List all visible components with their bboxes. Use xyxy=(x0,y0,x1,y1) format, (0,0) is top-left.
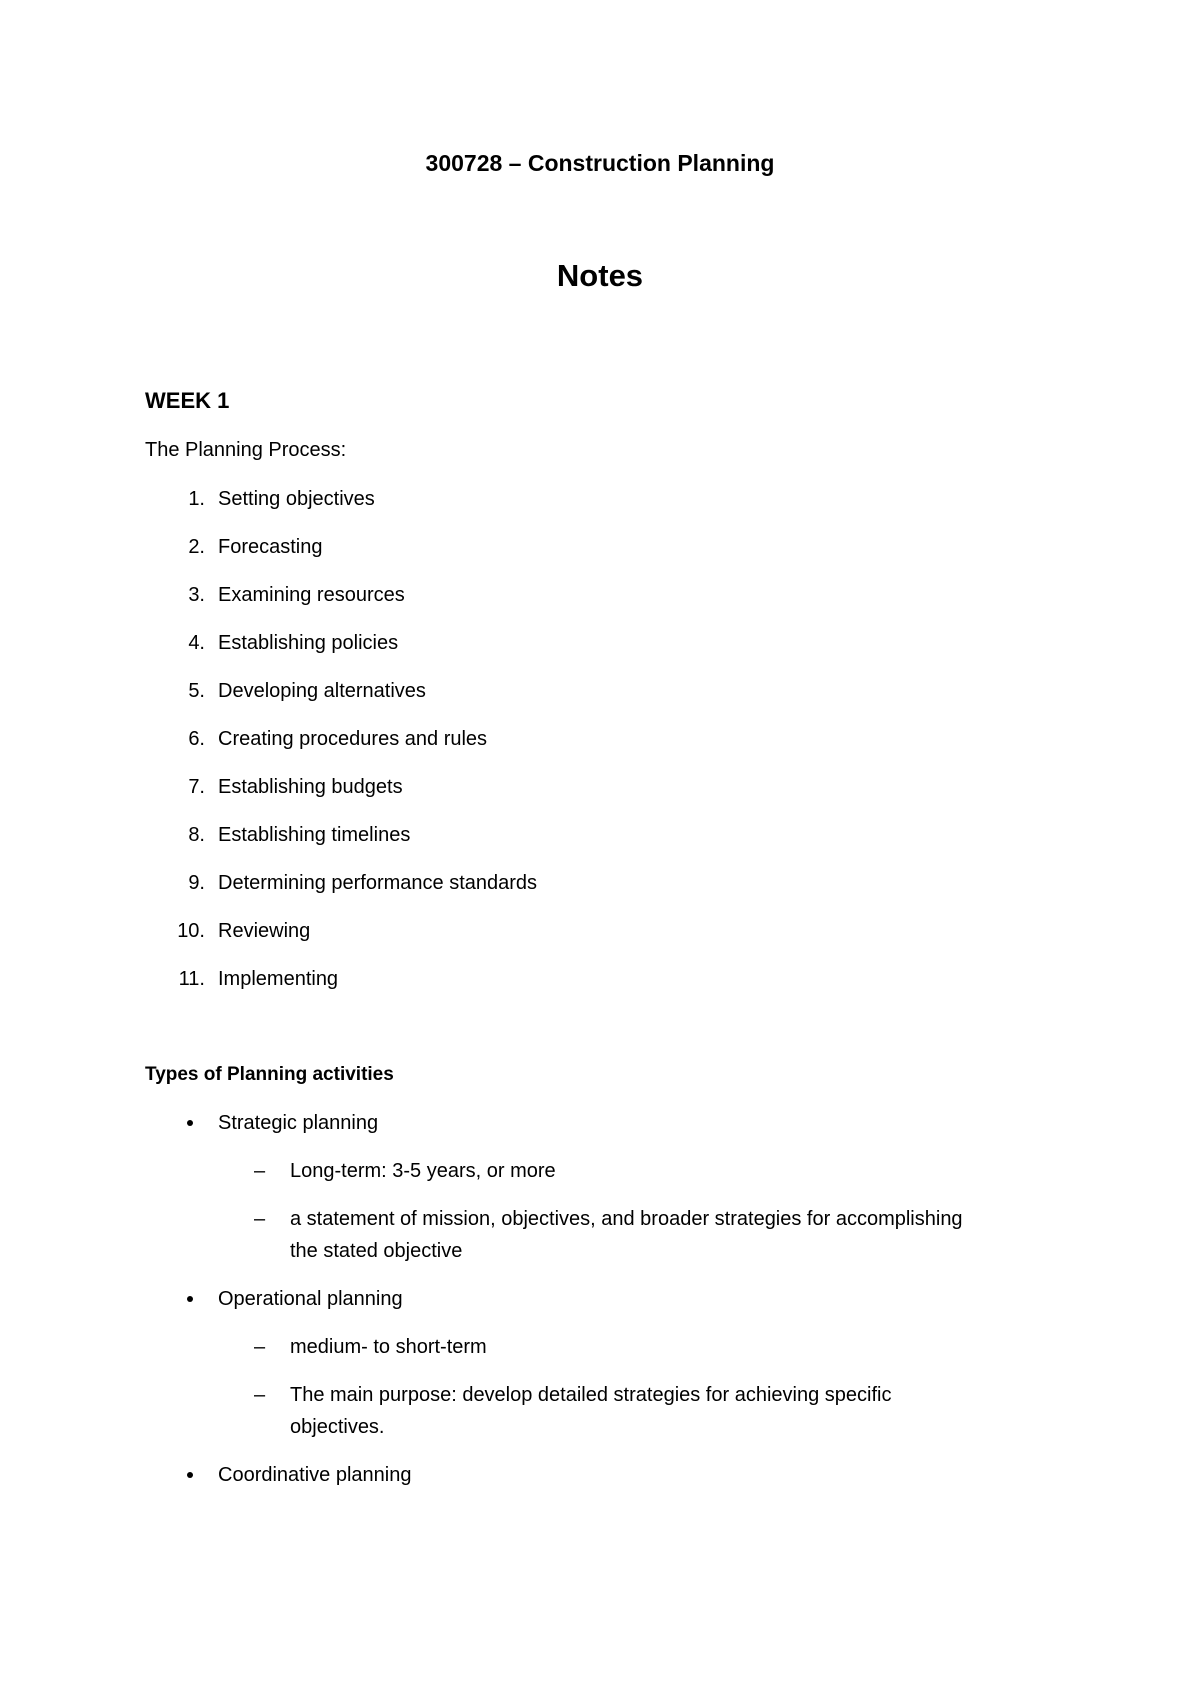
sub-bullet-text: The main purpose: develop detailed strategies for achieving specific xyxy=(290,1384,892,1406)
planning-types-heading: Types of Planning activities xyxy=(145,1064,394,1085)
sub-bullet-text: objectives. xyxy=(290,1416,385,1438)
sub-bullet-text: the stated objective xyxy=(290,1240,463,1262)
bullet-dot-icon xyxy=(187,1120,193,1126)
list-text: Establishing policies xyxy=(218,632,399,654)
list-number: 4. xyxy=(188,632,205,654)
week-heading: WEEK 1 xyxy=(145,388,230,413)
bullet-dot-icon xyxy=(187,1472,193,1478)
list-number: 5. xyxy=(188,680,205,702)
list-text: Establishing budgets xyxy=(218,776,403,798)
sub-bullet-text: Long-term: 3-5 years, or more xyxy=(290,1160,556,1182)
list-text: Setting objectives xyxy=(218,488,375,510)
list-number: 3. xyxy=(188,584,205,606)
list-text: Reviewing xyxy=(218,920,311,942)
list-text: Examining resources xyxy=(218,584,405,606)
course-title: 300728 – Construction Planning xyxy=(425,150,775,176)
list-text: Creating procedures and rules xyxy=(218,728,488,750)
list-number: 1. xyxy=(188,488,205,510)
dash-icon: – xyxy=(254,1160,266,1182)
bullet-text: Coordinative planning xyxy=(218,1464,412,1486)
document-heading: Notes xyxy=(556,258,644,293)
dash-icon: – xyxy=(254,1208,266,1230)
list-number: 2. xyxy=(188,536,205,558)
bullet-text: Operational planning xyxy=(218,1288,403,1310)
list-text: Determining performance standards xyxy=(218,872,538,894)
list-number: 10. xyxy=(177,920,205,942)
list-text: Establishing timelines xyxy=(218,824,411,846)
bullet-dot-icon xyxy=(187,1296,193,1302)
list-text: Forecasting xyxy=(218,536,323,558)
list-number: 8. xyxy=(188,824,205,846)
sub-bullet-text: a statement of mission, objectives, and broader strategies for accomplishing xyxy=(290,1208,963,1230)
list-number: 6. xyxy=(188,728,205,750)
list-number: 7. xyxy=(188,776,205,798)
bullet-text: Strategic planning xyxy=(218,1112,379,1134)
dash-icon: – xyxy=(254,1336,266,1358)
list-text: Developing alternatives xyxy=(218,680,426,702)
planning-process-label: The Planning Process: xyxy=(145,439,347,461)
list-number: 11. xyxy=(178,968,205,990)
dash-icon: – xyxy=(254,1384,266,1406)
list-text: Implementing xyxy=(218,968,339,990)
sub-bullet-text: medium- to short-term xyxy=(290,1336,487,1358)
list-number: 9. xyxy=(188,872,205,894)
